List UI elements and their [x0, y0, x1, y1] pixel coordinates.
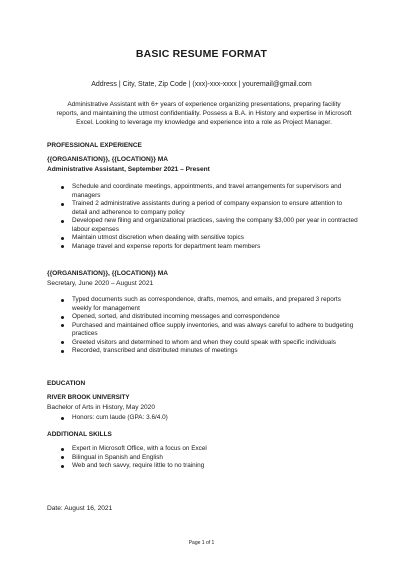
- job-2-organisation: {{ORGANISATION}}, {{LOCATION}} MA: [47, 270, 169, 277]
- list-item: Schedule and coordinate meetings, appointments, and travel arrangements for supervisors and managers: [59, 183, 359, 200]
- job-2-bullet-list: [59, 296, 359, 356]
- section-heading-experience: PROFESSIONAL EXPERIENCE: [47, 142, 142, 149]
- degree: Bachelor of Arts in History, May 2020: [47, 404, 155, 411]
- list-item: Purchased and maintained office supply inventories, and was always careful to adhere to budgeting practices: [59, 322, 359, 339]
- section-heading-skills: ADDITIONAL SKILLS: [47, 431, 112, 438]
- list-item: Bilingual in Spanish and English: [59, 454, 359, 463]
- list-item: Greeted visitors and determined to whom and when they could speak with specific individuals: [59, 339, 359, 348]
- list-item: Honors: cum laude (GPA: 3.6/4.0): [59, 414, 359, 423]
- school-name: RIVER BROOK UNIVERSITY: [47, 394, 130, 401]
- date-line: Date: August 16, 2021: [47, 505, 113, 512]
- summary-paragraph: Administrative Assistant with 6+ years of experience organizing presentations, preparing facility reports, and maintaining the utmost confidentiality. Possess a B.A. in History and expertise in Microsoft Excel. Looking to leverage my knowledge and experience into a role as Project Manager.: [56, 101, 352, 126]
- contact-line: Address | City, State, Zip Code | (xxx)-xxx-xxxx | youremail@gmail.com: [91, 81, 312, 88]
- section-heading-education: EDUCATION: [47, 380, 86, 387]
- list-item: Recorded, transcribed and distributed minutes of meetings: [59, 347, 359, 356]
- list-item: Trained 2 administrative assistants during a period of company expansion to ensure attention to detail and adherence to company policy: [59, 200, 359, 217]
- job-2-role: Secretary, June 2020 – August 2021: [47, 280, 154, 287]
- skills-bullet-list: [59, 445, 359, 471]
- education-bullet-list: [59, 414, 359, 423]
- page-number: Page 1 of 1: [188, 540, 215, 546]
- list-item: Maintain utmost discretion when dealing with sensitive topics: [59, 234, 359, 243]
- list-item: Web and tech savvy, require little to no training: [59, 462, 359, 471]
- list-item: Developed new filing and organizational practices, saving the company $3,000 per year in contracted labour expenses: [59, 217, 359, 234]
- list-item: Manage travel and expense reports for department team members: [59, 243, 359, 252]
- job-1-bullet-list: [59, 183, 359, 251]
- list-item: Typed documents such as correspondence, drafts, memos, and emails, and prepared 3 reports weekly for management: [59, 296, 359, 313]
- document-title: BASIC RESUME FORMAT: [135, 48, 268, 60]
- list-item: Expert in Microsoft Office, with a focus on Excel: [59, 445, 359, 454]
- job-1-role: Administrative Assistant, September 2021 – Present: [47, 166, 210, 173]
- job-1-organisation: {{ORGANISATION}}, {{LOCATION}} MA: [47, 156, 169, 163]
- list-item: Opened, sorted, and distributed incoming messages and correspondence: [59, 313, 359, 322]
